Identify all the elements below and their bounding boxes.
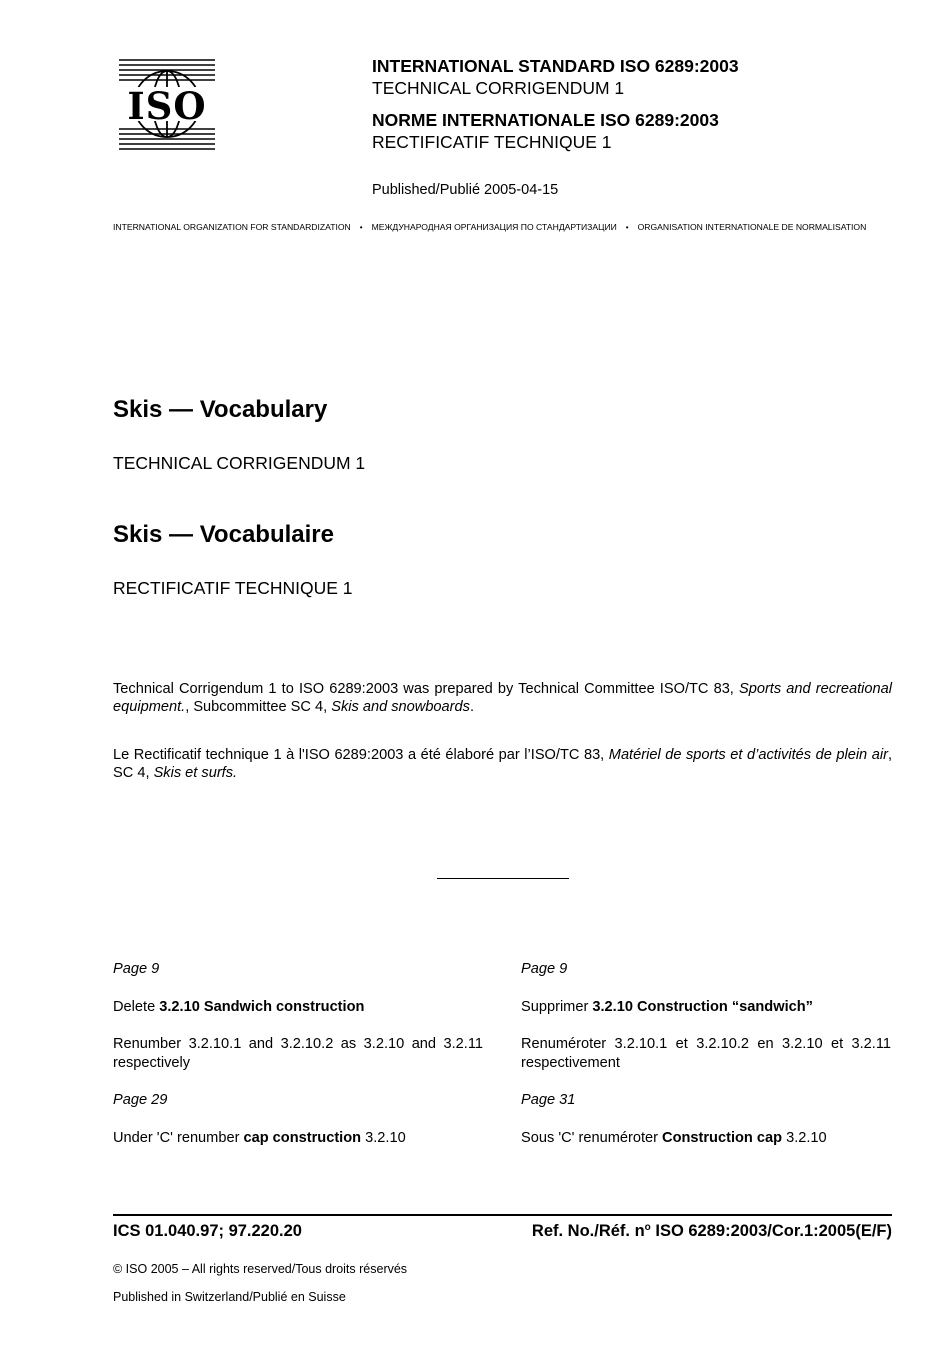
renumber-cap-instruction: Sous 'C' renuméroter Construction cap 3.2.10 <box>521 1130 827 1146</box>
bullet-separator: • <box>359 222 363 232</box>
document-header <box>372 55 739 153</box>
logo-text: ISO <box>127 84 207 128</box>
org-name-ru: МЕЖДУНАРОДНАЯ ОРГАНИЗАЦИЯ ПО СТАНДАРТИЗАЦИИ <box>371 222 617 232</box>
organization-line <box>113 222 893 232</box>
delete-instruction: Delete 3.2.10 Sandwich construction <box>113 999 365 1015</box>
ics-codes: ICS 01.040.97; 97.220.20 <box>113 1222 302 1240</box>
iso-logo-graphic <box>117 57 217 152</box>
page-ref: Page 31 <box>521 1092 576 1108</box>
renumber-instruction: Renuméroter 3.2.10.1 et 3.2.10.2 en 3.2.10 et 3.2.11 respectivement <box>521 1036 891 1071</box>
separator-line <box>437 878 569 879</box>
delete-instruction: Supprimer 3.2.10 Construction “sandwich” <box>521 999 813 1015</box>
org-name-fr: ORGANISATION INTERNATIONALE DE NORMALISATION <box>637 222 867 232</box>
standard-title-fr: NORME INTERNATIONALE ISO 6289:2003 <box>372 110 719 130</box>
org-name-en: INTERNATIONAL ORGANIZATION FOR STANDARDIZATION <box>113 222 351 232</box>
intro-paragraph-en: Technical Corrigendum 1 to ISO 6289:2003 was prepared by Technical Committee ISO/TC 83, Sports and recreational equipment., Subcommittee SC 4, Skis and snowboards. <box>113 681 892 715</box>
renumber-instruction: Renumber 3.2.10.1 and 3.2.10.2 as 3.2.10 and 3.2.11 respectively <box>113 1036 483 1071</box>
copyright-notice: © ISO 2005 – All rights reserved/Tous droits réservés <box>113 1262 408 1276</box>
footer-rule <box>113 1214 892 1216</box>
subtitle-en: TECHNICAL CORRIGENDUM 1 <box>113 453 366 473</box>
corrigendum-label-fr: RECTIFICATIF TECHNIQUE 1 <box>372 132 612 152</box>
subtitle-fr: RECTIFICATIF TECHNIQUE 1 <box>113 578 353 598</box>
title-en: Skis — Vocabulary <box>113 396 328 423</box>
page-ref: Page 9 <box>113 961 160 977</box>
bullet-separator: • <box>625 222 629 232</box>
title-fr: Skis — Vocabulaire <box>113 521 334 548</box>
reference-number: Ref. No./Réf. $n^o$ ISO 6289:2003/Cor.1:2005(E/F) <box>531 1222 892 1240</box>
corrigendum-label-en: TECHNICAL CORRIGENDUM 1 <box>372 78 625 98</box>
standard-title-en: INTERNATIONAL STANDARD ISO 6289:2003 <box>372 56 739 76</box>
iso-logo <box>117 57 217 152</box>
page-ref: Page 29 <box>113 1092 168 1108</box>
renumber-cap-instruction: Under 'C' renumber cap construction 3.2.10 <box>113 1130 406 1146</box>
intro-paragraph-fr: Le Rectificatif technique 1 à l'ISO 6289:2003 a été élaboré par l’ISO/TC 83, Matériel de sports et d’activités de plein air, SC 4, Skis et surfs. <box>113 747 892 781</box>
page-ref: Page 9 <box>521 961 568 977</box>
published-in: Published in Switzerland/Publié en Suisse <box>113 1290 346 1304</box>
published-date: Published/Publié 2005-04-15 <box>372 182 559 198</box>
